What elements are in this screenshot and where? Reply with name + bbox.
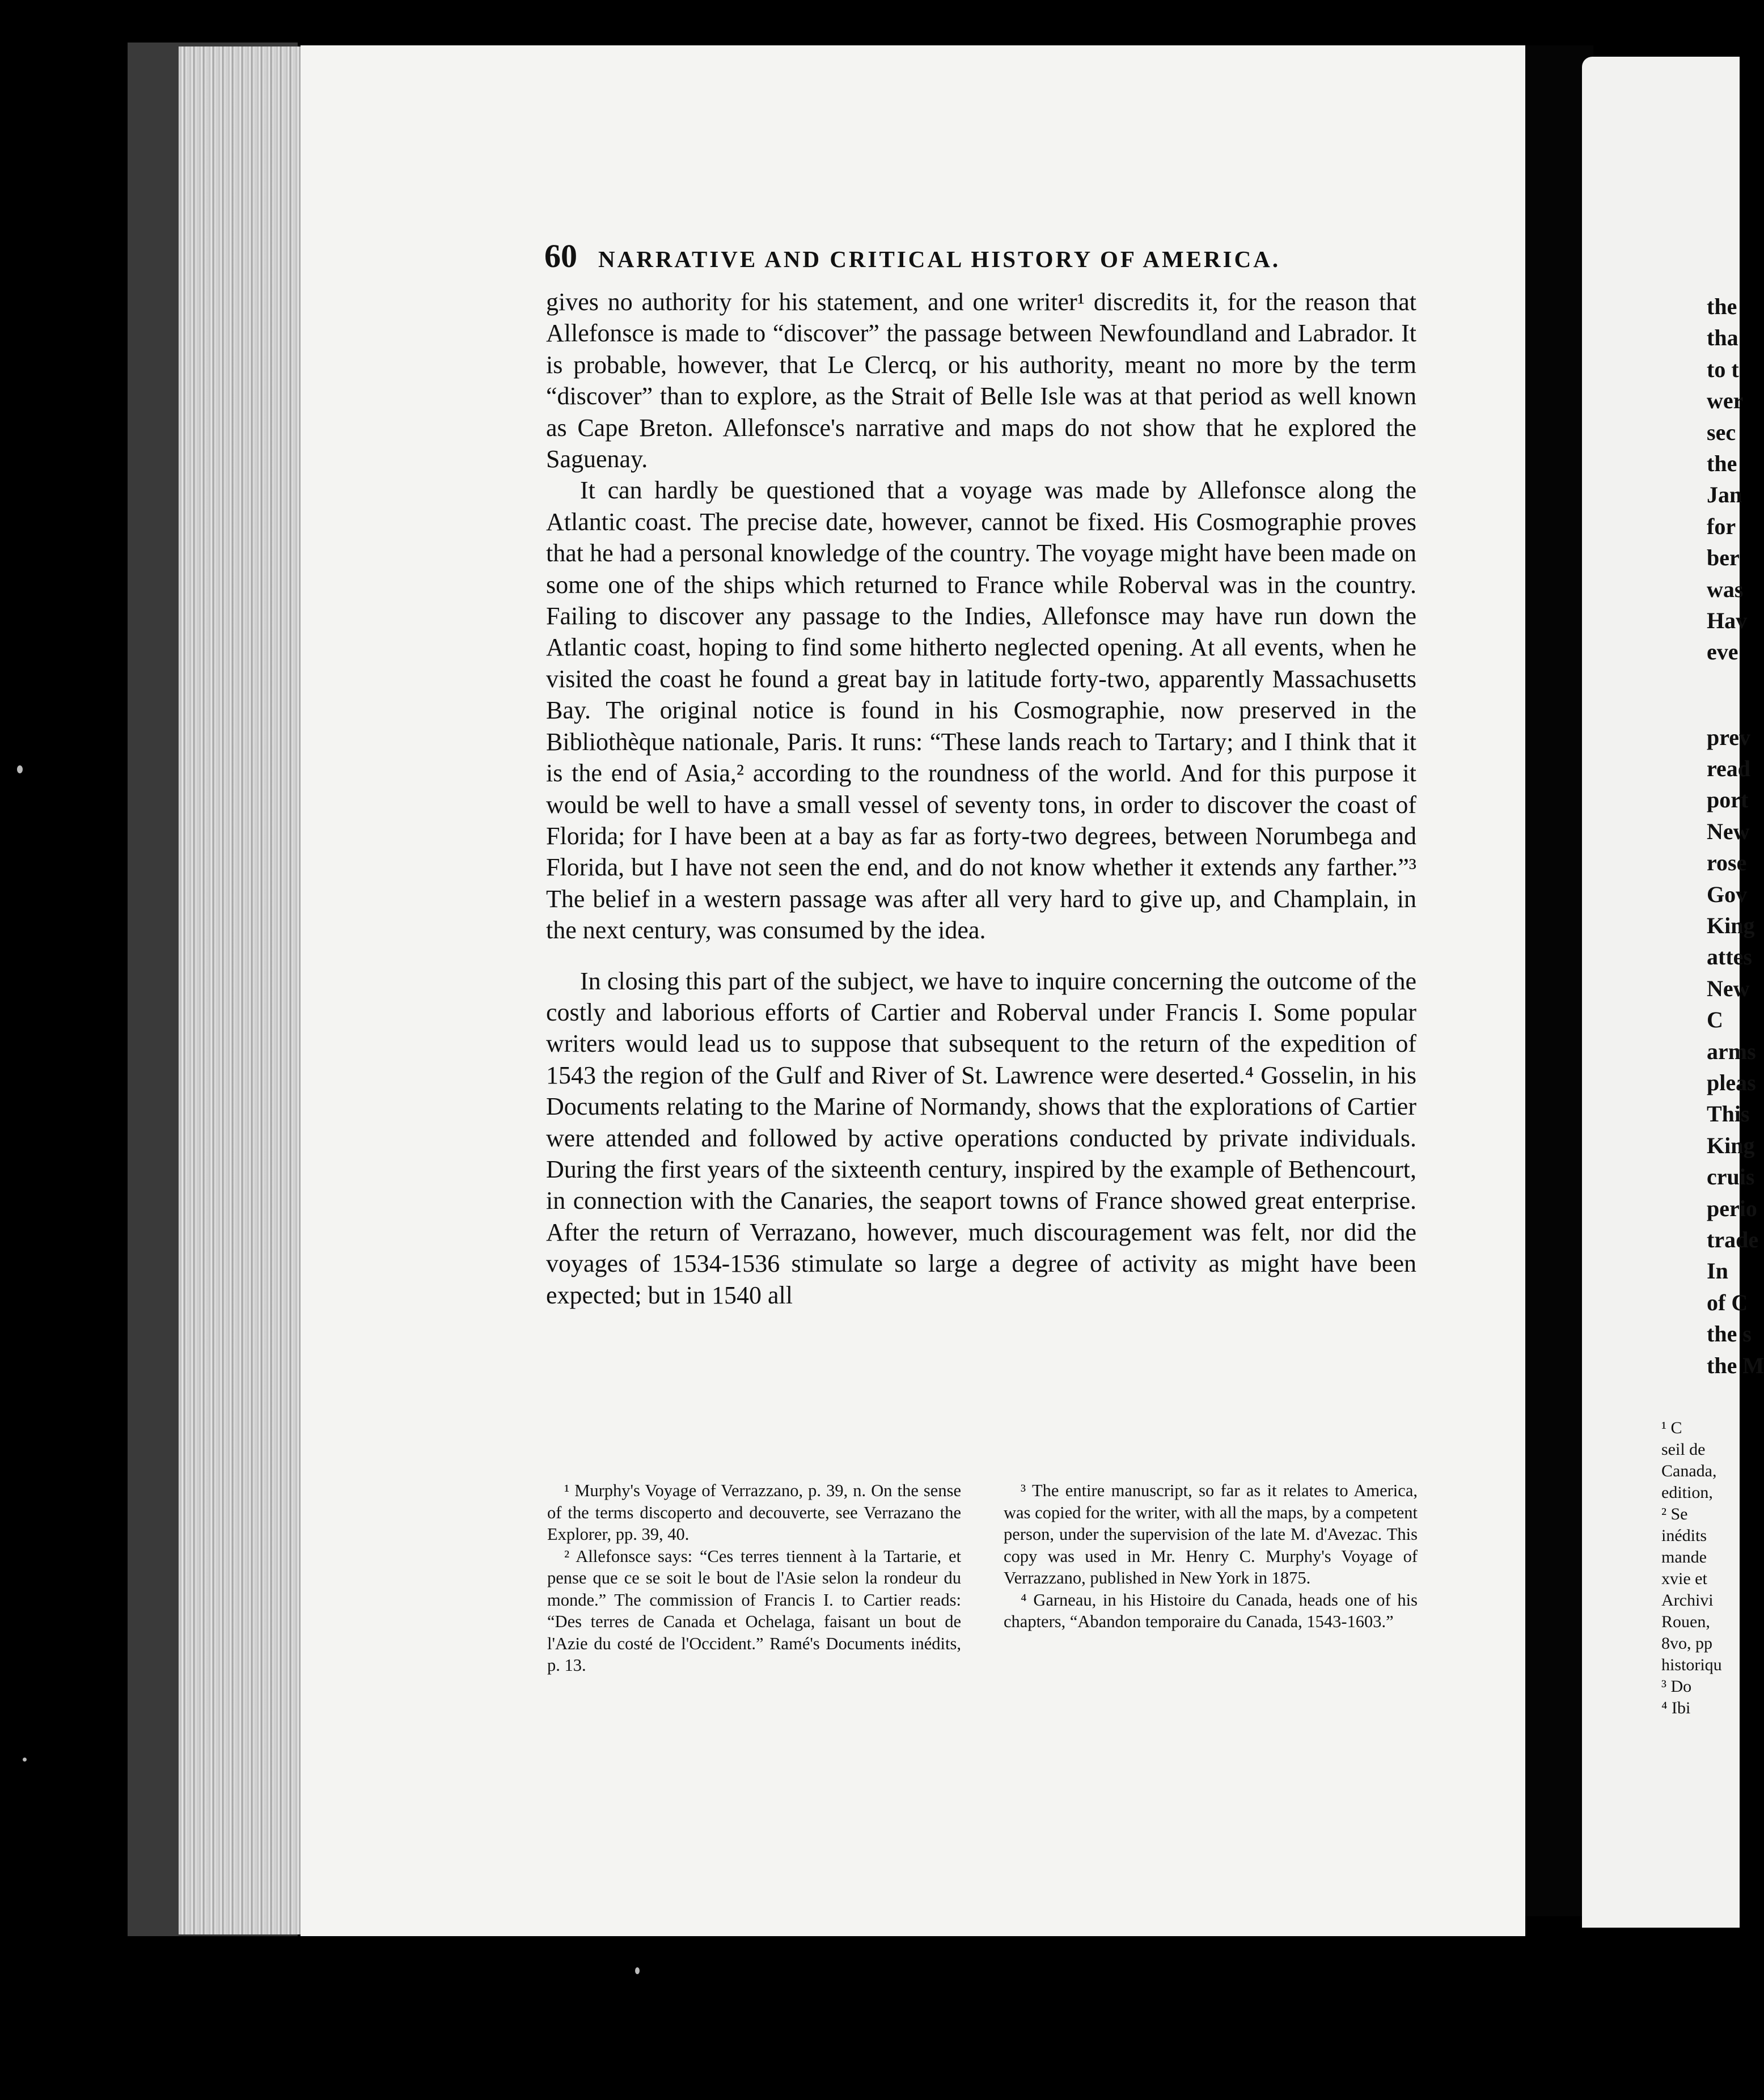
facing-page-line: attes [1707, 944, 1752, 970]
facing-page-line: for [1707, 513, 1736, 539]
facing-page-footnote-line: historiqu [1661, 1656, 1722, 1674]
facing-page-line: eve [1707, 639, 1738, 665]
facing-page-line: the M [1707, 1352, 1764, 1378]
page-edges [179, 46, 308, 1934]
facing-page-line: the [1707, 294, 1737, 319]
facing-page-line: King [1707, 1132, 1755, 1158]
running-head: NARRATIVE AND CRITICAL HISTORY OF AMERICA. [598, 246, 1281, 272]
facing-page-footnotes [1661, 1417, 1741, 1719]
footnote-3: ³ The entire manuscript, so far as it relates to America, was copied for the writer, with all the maps, by a competent person, under the supervision of the late M. d'Avezac. This copy was used in Mr. Henry C. Murphy's Voyage of Verrazzano, published in New York in 1875. [1004, 1481, 1418, 1587]
footnote-2: ² Allefonsce says: “Ces terres tiennent à la Tartarie, et pense que ce se soit le bout de l'Asie selon la rondeur du monde.” The commission of Francis I. to Cartier reads: “Des terres de Canada et Ochelaga, faisant un bout de l'Azie du costé de l'Occident.” Ramé's Documents inédits, p. 13. [547, 1546, 961, 1675]
facing-page-line: pleas [1707, 1069, 1756, 1095]
facing-page-line: trade [1707, 1226, 1759, 1252]
paragraph-3: In closing this part of the subject, we have to inquire concerning the outcome of the costly and laborious efforts of Cartier and Roberval under Francis I. Some popular writers would lead us to suppose that subsequent to the return of the expedition of 1543 the region of the Gulf and River of St. Lawrence were deserted.⁴ Gosselin, in his Documents relating to the Marine of Normandy, shows that the explorations of Cartier were attended and followed by active operations conducted by private individuals. During the first years of the sixteenth century, inspired by the example of Bethencourt, in connection with the Canaries, the seaport towns of France showed great enterprise. After the return of Verrazano, however, much discouragement was felt, nor did the voyages of 1534-1536 stimulate so large a degree of activity as might have been expected; but in 1540 all [546, 967, 1416, 1309]
facing-page-footnote-line: Rouen, [1661, 1612, 1710, 1631]
facing-page-footnote-line: ⁴ Ibi [1661, 1699, 1691, 1717]
facing-page-line: ber [1707, 545, 1740, 571]
footnote-1: ¹ Murphy's Voyage of Verrazzano, p. 39, n. On the sense of the terms discoperto and decouverte, see Verrazano the Explorer, pp. 39, 40. [547, 1481, 961, 1544]
facing-page-line: was [1707, 576, 1744, 602]
footnote-column-right [1004, 1480, 1418, 1676]
facing-page-line: arms [1707, 1038, 1756, 1064]
facing-page-line: tha [1707, 325, 1738, 351]
facing-page-footnote-line: 8vo, pp [1661, 1634, 1712, 1653]
facing-page-line: C [1707, 1007, 1723, 1033]
paragraph-2: It can hardly be questioned that a voyage was made by Allefonsce along the Atlantic coast. The precise date, however, cannot be fixed. His Cosmographie proves that he had a personal knowledge of the country. The voyage might have been made on some one of the ships which returned to France while Roberval was in the country. Failing to discover any passage to the Indies, Allefonsce may have run down the Atlantic coast, hoping to find some hitherto neglected opening. At all events, when he visited the coast he found a great bay in latitude forty-two, apparently Massachusetts Bay. The original notice is found in his Cosmographie, now preserved in the Bibliothèque nationale, Paris. It runs: “These lands reach to Tartary; and I think that it is the end of Asia,² according to the roundness of the world. And for this purpose it would be well to have a small vessel of seventy tons, in order to discover the coast of Florida; for I have been at a bay as far as forty-two degrees, between Norumbega and Florida, but I have not seen the end, and do not know whether it extends any farther.”³ The belief in a western passage was after all very hard to give up, and Champlain, in the next century, was consumed by the idea. [546, 476, 1416, 945]
facing-page-line: rose [1707, 850, 1747, 876]
facing-page-line: New [1707, 818, 1750, 844]
facing-page-line: Jan [1707, 482, 1742, 508]
facing-page-footnote-line: ² Se [1661, 1505, 1688, 1523]
facing-page-line: perio [1707, 1195, 1757, 1221]
facing-page-footnote-line: mande [1661, 1548, 1707, 1566]
facing-page-line: port [1707, 787, 1749, 813]
facing-page-footnote-line: Archivi [1661, 1591, 1714, 1610]
facing-page-line: This [1707, 1101, 1750, 1127]
facing-page-text [1707, 291, 1764, 1381]
facing-page-line: read [1707, 756, 1751, 782]
page-number: 60 [544, 238, 577, 274]
facing-page-line: to t [1707, 356, 1739, 382]
footnote-column-left [547, 1480, 961, 1676]
facing-page-footnote-line: xvie et [1661, 1569, 1707, 1588]
facing-page-line: of C [1707, 1289, 1748, 1315]
facing-page-line: the [1707, 450, 1737, 476]
facing-page-line [1707, 668, 1741, 722]
facing-page-line: Hav [1707, 607, 1748, 633]
facing-page-footnote-line: Canada, [1661, 1462, 1717, 1480]
facing-page-footnote-line: ¹ C [1661, 1419, 1682, 1437]
facing-page-line: Gov [1707, 881, 1748, 907]
page-header [544, 237, 1315, 275]
paragraph-1: gives no authority for his statement, and one writer¹ discredits it, for the reason that Allefonsce is made to “discover” the passage between Newfoundland and Labrador. It is probable, however, that Le Clercq, or his authority, meant no more by the term “discover” than to explore, as the Strait of Belle Isle was at that period as well known as Cape Breton. Allefonsce's narrative and maps do not show that he explored the Saguenay. [546, 288, 1416, 473]
scan-speck [23, 1758, 27, 1762]
body-text [546, 286, 1416, 1311]
footnote-4: ⁴ Garneau, in his Histoire du Canada, heads one of his chapters, “Abandon temporaire du Canada, 1543-1603.” [1004, 1590, 1418, 1631]
facing-page-footnote-line: ³ Do [1661, 1677, 1692, 1696]
facing-page-line: New [1707, 975, 1750, 1001]
facing-page-footnote-line: inédits [1661, 1526, 1707, 1545]
scan-speck [635, 1967, 640, 1974]
facing-page-footnote-line: edition, [1661, 1483, 1713, 1502]
footnotes [547, 1480, 1418, 1676]
scan-speck [17, 765, 23, 773]
facing-page-line: In [1707, 1258, 1728, 1284]
facing-page-line: prev [1707, 724, 1751, 750]
facing-page-line: sec [1707, 419, 1736, 445]
facing-page-line: cruis [1707, 1164, 1755, 1190]
facing-page-footnote-line: seil de [1661, 1440, 1706, 1459]
facing-page-line: wer [1707, 388, 1744, 414]
facing-page-line: King [1707, 913, 1755, 939]
facing-page-line: the s [1707, 1321, 1752, 1347]
